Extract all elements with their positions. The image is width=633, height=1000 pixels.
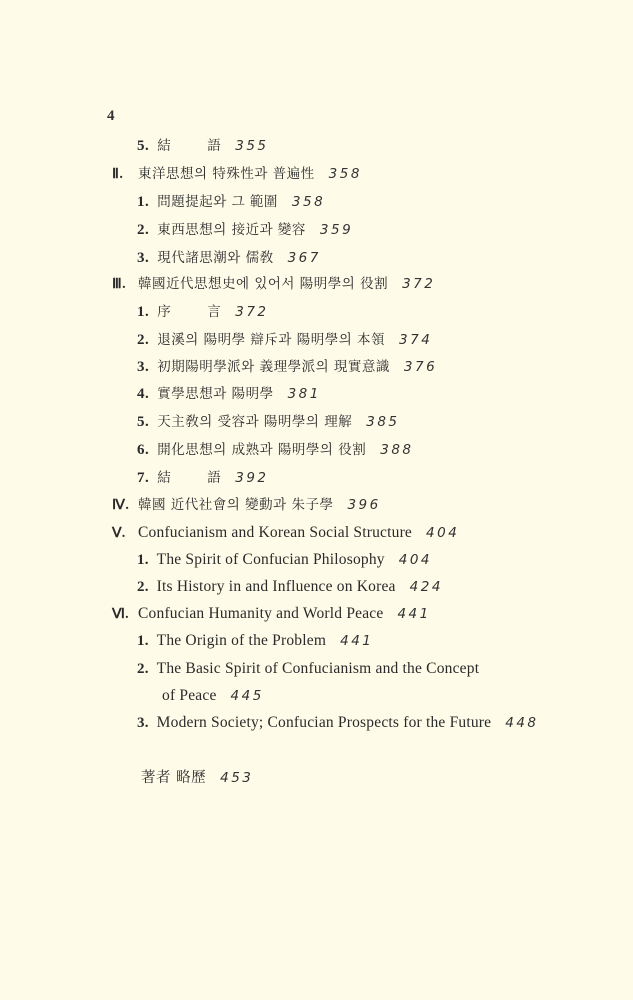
toc-entry — [137, 468, 269, 488]
entry-title: 結 — [157, 470, 172, 486]
toc-chapter — [112, 523, 459, 544]
toc-entry — [137, 659, 479, 679]
entry-number: 2. — [137, 579, 149, 595]
entry-page: 376 — [403, 359, 438, 375]
entry-title: 問題提起와 그 範圍 — [157, 194, 278, 210]
entry-title: The Basic Spirit of Confucianism and the Concept — [156, 660, 480, 677]
toc-chapter — [112, 495, 381, 516]
entry-number: 1. — [137, 304, 150, 320]
toc-chapter — [112, 274, 435, 295]
entry-title: of Peace — [162, 687, 217, 704]
toc-entry — [137, 713, 539, 733]
entry-title: The Origin of the Problem — [156, 632, 327, 649]
entry-number: 1. — [137, 552, 149, 568]
chapter-numeral: Ⅵ. — [112, 607, 129, 622]
entry-page: 404 — [426, 525, 460, 541]
toc-entry — [137, 192, 325, 212]
toc-entry — [137, 577, 443, 597]
entry-title: 退溪의 陽明學 辯斥과 陽明學의 本領 — [157, 332, 386, 348]
toc-entry — [137, 384, 321, 404]
entry-page: 396 — [347, 497, 381, 513]
entry-title: 東洋思想의 特殊性과 普遍性 — [138, 166, 315, 182]
entry-title: 著者 略歷 — [141, 770, 207, 786]
toc-entry — [137, 631, 373, 651]
entry-number: 1. — [137, 194, 150, 210]
entry-page: 385 — [366, 414, 400, 430]
entry-title: 現代諸思潮와 儒敎 — [157, 250, 274, 266]
entry-number: 3. — [137, 359, 150, 375]
entry-title: 語 — [207, 138, 222, 154]
entry-title: Confucian Humanity and World Peace — [138, 605, 384, 622]
entry-page: 358 — [291, 194, 326, 210]
entry-page: 367 — [287, 250, 321, 266]
chapter-numeral: Ⅴ. — [112, 526, 126, 541]
toc-author-bio — [141, 768, 253, 788]
entry-title: 初期陽明學派와 義理學派의 現實意識 — [157, 359, 390, 375]
entry-title: 韓國 近代社會의 變動과 朱子學 — [138, 497, 334, 513]
entry-title: 言 — [207, 304, 222, 320]
entry-number: 4. — [137, 386, 150, 402]
entry-page: 359 — [319, 222, 354, 238]
entry-title: Modern Society; Confucian Prospects for the Future — [156, 714, 492, 731]
entry-page: 381 — [287, 386, 321, 402]
entry-number: 5. — [137, 138, 150, 154]
entry-title: The Spirit of Confucian Philosophy — [156, 551, 385, 568]
entry-title: 韓國近代思想史에 있어서 陽明學의 役割 — [138, 276, 389, 292]
entry-page: 372 — [235, 304, 269, 320]
entry-number: 3. — [137, 715, 149, 731]
entry-title: 結 — [157, 138, 172, 154]
entry-number: 2. — [137, 332, 150, 348]
toc-entry — [137, 220, 353, 240]
entry-page: 355 — [235, 138, 269, 154]
entry-number: 7. — [137, 470, 150, 486]
entry-title: Confucianism and Korean Social Structure — [138, 524, 413, 541]
entry-page: 404 — [398, 552, 433, 568]
entry-page: 445 — [230, 688, 264, 704]
entry-title: 實學思想과 陽明學 — [157, 386, 274, 402]
entry-title: Its History in and Influence on Korea — [156, 578, 396, 595]
entry-title: 天主敎의 受容과 陽明學의 理解 — [157, 414, 353, 430]
toc-entry — [137, 248, 321, 268]
toc-entry — [137, 440, 414, 460]
entry-number: 2. — [137, 222, 150, 238]
entry-title: 語 — [207, 470, 222, 486]
entry-page: 424 — [409, 579, 443, 595]
entry-title: 東西思想의 接近과 變容 — [157, 222, 306, 238]
toc-entry — [137, 550, 432, 570]
entry-page: 448 — [505, 715, 539, 731]
entry-number: 3. — [137, 250, 150, 266]
entry-page: 441 — [340, 633, 374, 649]
entry-page: 374 — [399, 332, 433, 348]
toc-chapter — [112, 164, 362, 185]
entry-page: 392 — [235, 470, 269, 486]
toc-entry — [137, 302, 269, 322]
chapter-numeral: Ⅱ. — [112, 167, 124, 182]
toc-entry — [137, 357, 437, 377]
toc-entry-continuation — [162, 686, 264, 706]
entry-number: 2. — [137, 661, 149, 677]
toc-chapter — [112, 604, 431, 625]
entry-number: 5. — [137, 414, 150, 430]
entry-title: 序 — [157, 304, 172, 320]
entry-page: 441 — [397, 606, 431, 622]
entry-page: 453 — [220, 770, 254, 786]
toc-entry — [137, 136, 269, 156]
entry-page: 388 — [380, 442, 414, 458]
chapter-numeral: Ⅲ. — [112, 277, 127, 292]
entry-title: 開化思想의 成熟과 陽明學의 役割 — [157, 442, 367, 458]
entry-number: 1. — [137, 633, 149, 649]
entry-page: 372 — [402, 276, 436, 292]
page-number: 4 — [107, 108, 115, 124]
toc-entry — [137, 412, 400, 432]
chapter-numeral: Ⅳ. — [112, 498, 130, 513]
entry-number: 6. — [137, 442, 150, 458]
toc-entry — [137, 330, 432, 350]
entry-page: 358 — [328, 166, 362, 182]
